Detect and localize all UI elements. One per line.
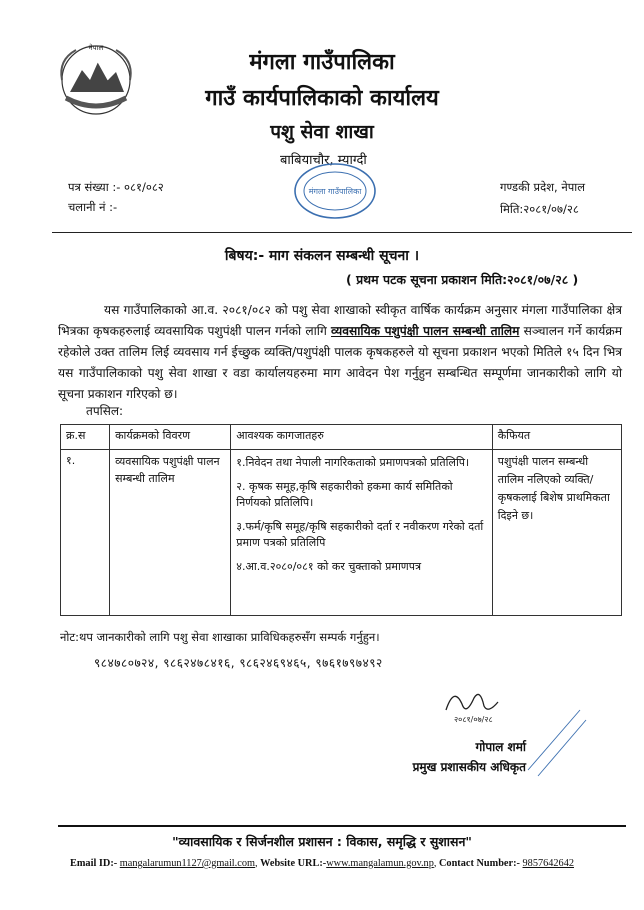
- officer-seal-icon: [520, 700, 590, 780]
- contact-label: Contact Number:-: [439, 858, 520, 869]
- notice-body-part-1: यस गाउँपालिकाको आ.व. २०८१/०८२ को पशु सेवा शाखाको स्वीकृत वार्षिक कार्यक्रम अनुसार मंगला गाउँपालिका क्षेत्र भित्रका कृषकहरुलाई व्यवसायिक पशुपंक्षी पालन गर्नको लागि: [58, 303, 622, 338]
- requirements-table: [60, 424, 622, 616]
- header-remarks: कैफियत: [492, 425, 621, 450]
- website-link[interactable]: www.mangalamun.gov.np: [326, 858, 434, 869]
- subject-line: बिषय:- माग संकलन सम्बन्धी सूचना ।: [224, 248, 420, 264]
- email-label: Email ID:-: [69, 858, 118, 869]
- email-link[interactable]: mangalarumun1127@gmail.com: [119, 858, 255, 869]
- footer-divider: [58, 825, 626, 827]
- contact-number[interactable]: 9857642642: [522, 858, 574, 869]
- office-address: बाबियाचौर, म्याग्दी: [280, 153, 367, 168]
- phone-numbers: ९८४७८०७२४, ९८६२४७८४१६, ९८६२४६९४६५, ९७६१७९७४९२: [94, 656, 383, 670]
- emblem-text: नेपाल: [88, 44, 104, 52]
- officer-title: प्रमुख प्रशासकीय अधिकृत: [412, 760, 526, 774]
- table-row: [61, 450, 622, 616]
- footer-contact: Email ID:- mangalarumun1127@gmail.com, Website URL:-www.mangalamun.gov.np, Contact Number:- 9857642642: [69, 858, 574, 869]
- row-remarks: पशुपंक्षी पालन सम्बन्धी तालिम नलिएको व्यक्ति/कृषकलाई बिशेष प्राथमिकता दिइने छ।: [492, 450, 621, 616]
- publication-note: ( प्रथम पटक सूचना प्रकाशन मिति:२०८१/०७/२८ ): [346, 272, 579, 287]
- website-label: Website URL:-: [260, 858, 327, 869]
- province-label: गण्डकी प्रदेश, नेपाल: [500, 180, 586, 194]
- doc-item: ३.फर्म/कृषि समूह/कृषि सहकारीको दर्ता र नवीकरण गरेको दर्ता प्रमाण पत्रको प्रतिलिपि: [236, 520, 484, 549]
- row-sn: १.: [61, 450, 110, 616]
- table-header-row: [61, 425, 622, 450]
- header-documents: आवश्यक कागजातहरु: [231, 425, 492, 450]
- row-documents: [231, 450, 492, 616]
- doc-item: ४.आ.व.२०८०/०८१ को कर चुक्ताको प्रमाणपत्र: [236, 560, 422, 573]
- letter-number: पत्र संख्या :- ०८१/०८२: [68, 180, 164, 194]
- dispatch-number: चलानी नं :-: [68, 200, 118, 214]
- header-divider: [52, 232, 632, 233]
- contact-note: नोट:थप जानकारीको लागि पशु सेवा शाखाका प्राविधिकहरुसँग सम्पर्क गर्नुहुन।: [60, 630, 380, 644]
- branch-name: पशु सेवा शाखा: [270, 121, 374, 143]
- stamp-text: मंगला गाउँपालिका: [308, 187, 362, 196]
- office-stamp-icon: [290, 160, 380, 222]
- header-program: कार्यक्रमको विवरण: [110, 425, 231, 450]
- details-label: तपसिल:: [86, 404, 124, 418]
- letter-date: मिति:२०८१/०७/२८: [500, 202, 579, 216]
- row-program: व्यवसायिक पशुपंक्षी पालन सम्बन्धी तालिम: [110, 450, 231, 616]
- doc-item: २. कृषक समूह,कृषि सहकारीको हकमा कार्य समितिको निर्णयको प्रतिलिपि।: [236, 480, 453, 509]
- footer-slogan: "व्यावसायिक र सिर्जनशील प्रशासन : विकास, समृद्धि र सुशासन": [172, 834, 472, 849]
- notice-body: [58, 300, 622, 405]
- officer-name: गोपाल शर्मा: [475, 740, 526, 754]
- training-name: व्यवसायिक पशुपंक्षी पालन सम्बन्धी तालिम: [331, 324, 520, 338]
- signature-date: २०८१/०७/२८: [454, 715, 493, 724]
- header-sn: क्र.स: [61, 425, 110, 450]
- signature-icon: [440, 680, 510, 724]
- doc-item: १.निवेदन तथा नेपाली नागरिकताको प्रमाणपत्रको प्रतिलिपि।: [236, 456, 470, 469]
- org-name: मंगला गाउँपालिका: [249, 50, 395, 75]
- notice-body-part-2: सञ्चालन गर्ने कार्यक्रम रहेकोले उक्त तालिम लिई व्यवसाय गर्न ईच्छुक व्यक्ति/पशुपंक्षी पालक कृषकहरुले यो सूचना प्रकाशन भएको मितिले १५ दिन भित्र यस गाउँपालिकाको पशु सेवा शाखा र वडा कार्यालयहरुमा माग आवेदन पेश गर्नुहुन सम्बन्धित सम्पूर्णमा जानकारीको लागि यो सूचना प्रकाशन गरिएको छ।: [58, 324, 622, 401]
- office-name: गाउँ कार्यपालिकाको कार्यालय: [205, 86, 439, 111]
